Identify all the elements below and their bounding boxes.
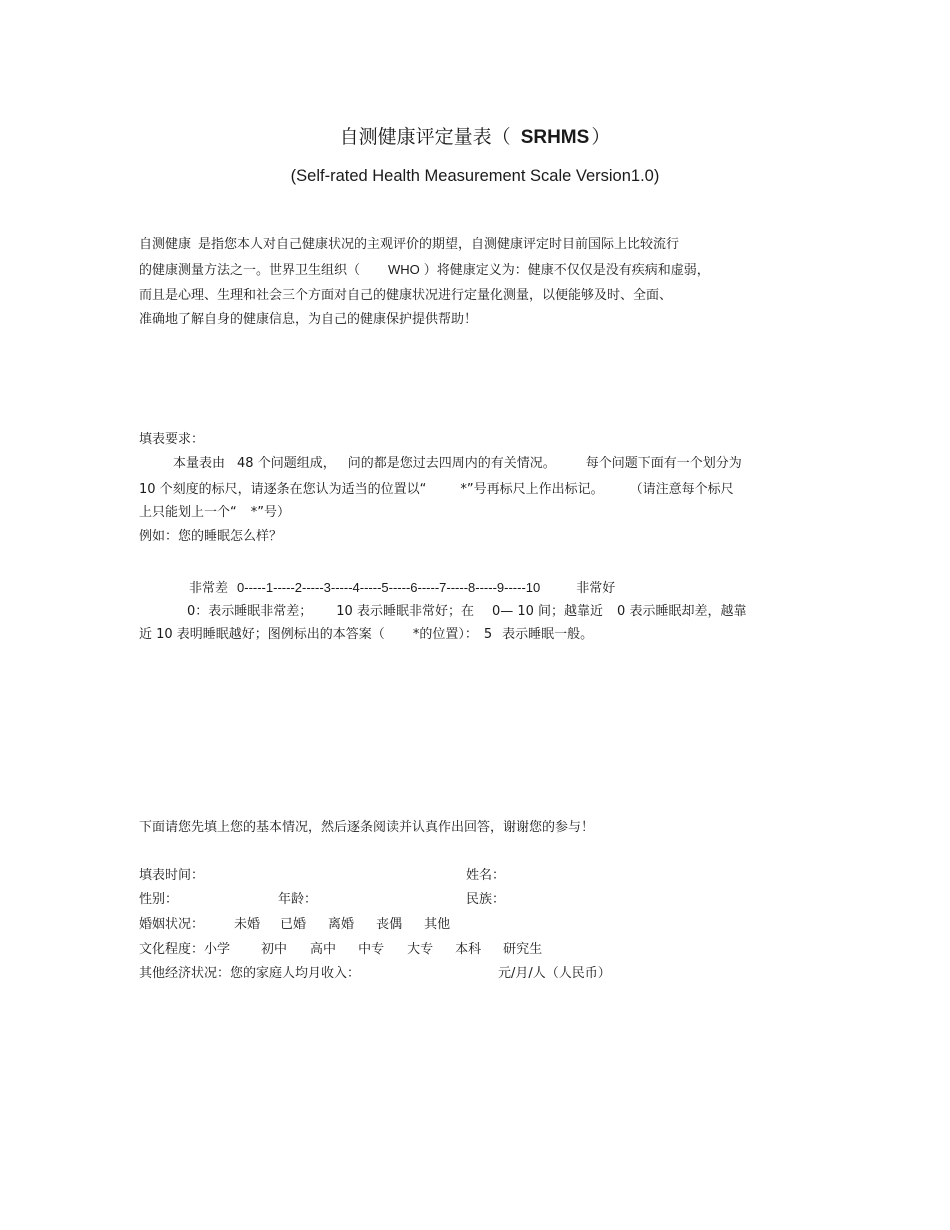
education-option[interactable]: 高中: [310, 942, 337, 957]
gender-label: 性别：: [139, 892, 179, 907]
education-label: 文化程度：: [139, 942, 205, 957]
instructions-text: 10 个刻度的标尺，请逐条在您认为适当的位置以“: [139, 482, 427, 497]
instructions-heading: 填表要求：: [139, 432, 205, 447]
instructions-text: 上只能划上一个“: [139, 505, 237, 520]
income-label: 其他经济状况：您的家庭人均月收入：: [139, 966, 361, 981]
example-scale: 0-----1-----2-----3-----4-----5-----6-----7-----8-----9-----10: [237, 580, 541, 595]
scale-right-label: 非常好: [576, 581, 616, 596]
instructions-line-3: [139, 503, 290, 523]
marital-label: 婚姻状况：: [139, 917, 205, 932]
intro-line-1: [139, 235, 679, 255]
marital-option[interactable]: 未婚: [234, 917, 261, 932]
intro-line-2: [139, 260, 710, 281]
page-subtitle: (Self-rated Health Measurement Scale Version1.0): [290, 167, 660, 185]
education-option[interactable]: 小学: [204, 942, 231, 957]
scale-left-label: 非常差: [189, 581, 229, 596]
example-explain-2: [139, 625, 593, 645]
title-cn: 自测健康评定量表（: [339, 126, 511, 148]
education-option[interactable]: 中专: [358, 942, 385, 957]
instructions-text: 本量表由: [173, 456, 226, 471]
marital-option[interactable]: 丧偶: [376, 917, 403, 932]
explain-text: 0 表示睡眠却差，越靠: [617, 604, 747, 619]
education-option[interactable]: 研究生: [503, 942, 543, 957]
age-label: 年龄：: [278, 892, 318, 907]
education-option[interactable]: 初中: [261, 942, 288, 957]
example-question: 例如：您的睡眠怎么样？: [139, 529, 283, 544]
name-label: 姓名：: [466, 868, 506, 883]
title-close: ）: [591, 126, 611, 148]
intro-who: WHO: [388, 262, 420, 277]
instructions-text: *”号再标尺上作出标记。: [460, 482, 604, 497]
education-option[interactable]: 本科: [455, 942, 482, 957]
instructions-text: 每个问题下面有一个划分为: [585, 456, 742, 471]
title-abbrev: SRHMS: [520, 127, 590, 148]
date-label: 填表时间：: [139, 868, 205, 883]
marital-option[interactable]: 离婚: [328, 917, 355, 932]
explain-text: 0— 10 间；越靠近: [491, 604, 604, 619]
explain-text: 10 表示睡眠非常好；在: [336, 604, 474, 619]
marital-option[interactable]: 已婚: [280, 917, 307, 932]
instructions-text: （请注意每个标尺: [629, 482, 734, 497]
intro-text: 的健康测量方法之一。世界卫生组织（: [139, 263, 361, 278]
explain-text: 5: [483, 627, 493, 642]
instructions-text: *”号）: [250, 505, 290, 520]
instructions-text: 问的都是您过去四周内的有关情况。: [347, 456, 556, 471]
intro-text: ）将健康定义为：健康不仅仅是没有疾病和虚弱，: [423, 263, 710, 278]
explain-text: 近 10 表明睡眠越好；图例标出的本答案（: [139, 627, 385, 642]
example-scale-row: [189, 578, 615, 599]
explain-text: 0：表示睡眠非常差；: [187, 604, 313, 619]
instructions-text: 48 个问题组成，: [237, 456, 336, 471]
intro-line-4: 准确地了解自身的健康信息，为自己的健康保护提供帮助！: [139, 312, 478, 327]
education-row: [139, 940, 542, 960]
income-unit: 元/月/人（人民币）: [498, 966, 611, 981]
page-title: [0, 124, 950, 151]
instructions-line-1: [173, 454, 742, 474]
example-explain-1: [187, 602, 746, 622]
marital-row: [139, 915, 450, 935]
explain-text: *的位置）：: [412, 627, 478, 642]
intro-text: 是指您本人对自己健康状况的主观评价的期望，自测健康评定时目前国际上比较流行: [198, 237, 680, 252]
intro-term: 自测健康: [139, 237, 192, 252]
intro-line-3: 而且是心理、生理和社会三个方面对自己的健康状况进行定量化测量，以便能够及时、全面、: [139, 288, 673, 303]
instructions-line-2: [139, 480, 734, 500]
basic-intro: 下面请您先填上您的基本情况，然后逐条阅读并认真作出回答，谢谢您的参与！: [139, 820, 595, 835]
explain-text: 表示睡眠一般。: [502, 627, 594, 642]
education-option[interactable]: 大专: [407, 942, 434, 957]
marital-option[interactable]: 其他: [424, 917, 451, 932]
ethnic-label: 民族：: [466, 892, 506, 907]
